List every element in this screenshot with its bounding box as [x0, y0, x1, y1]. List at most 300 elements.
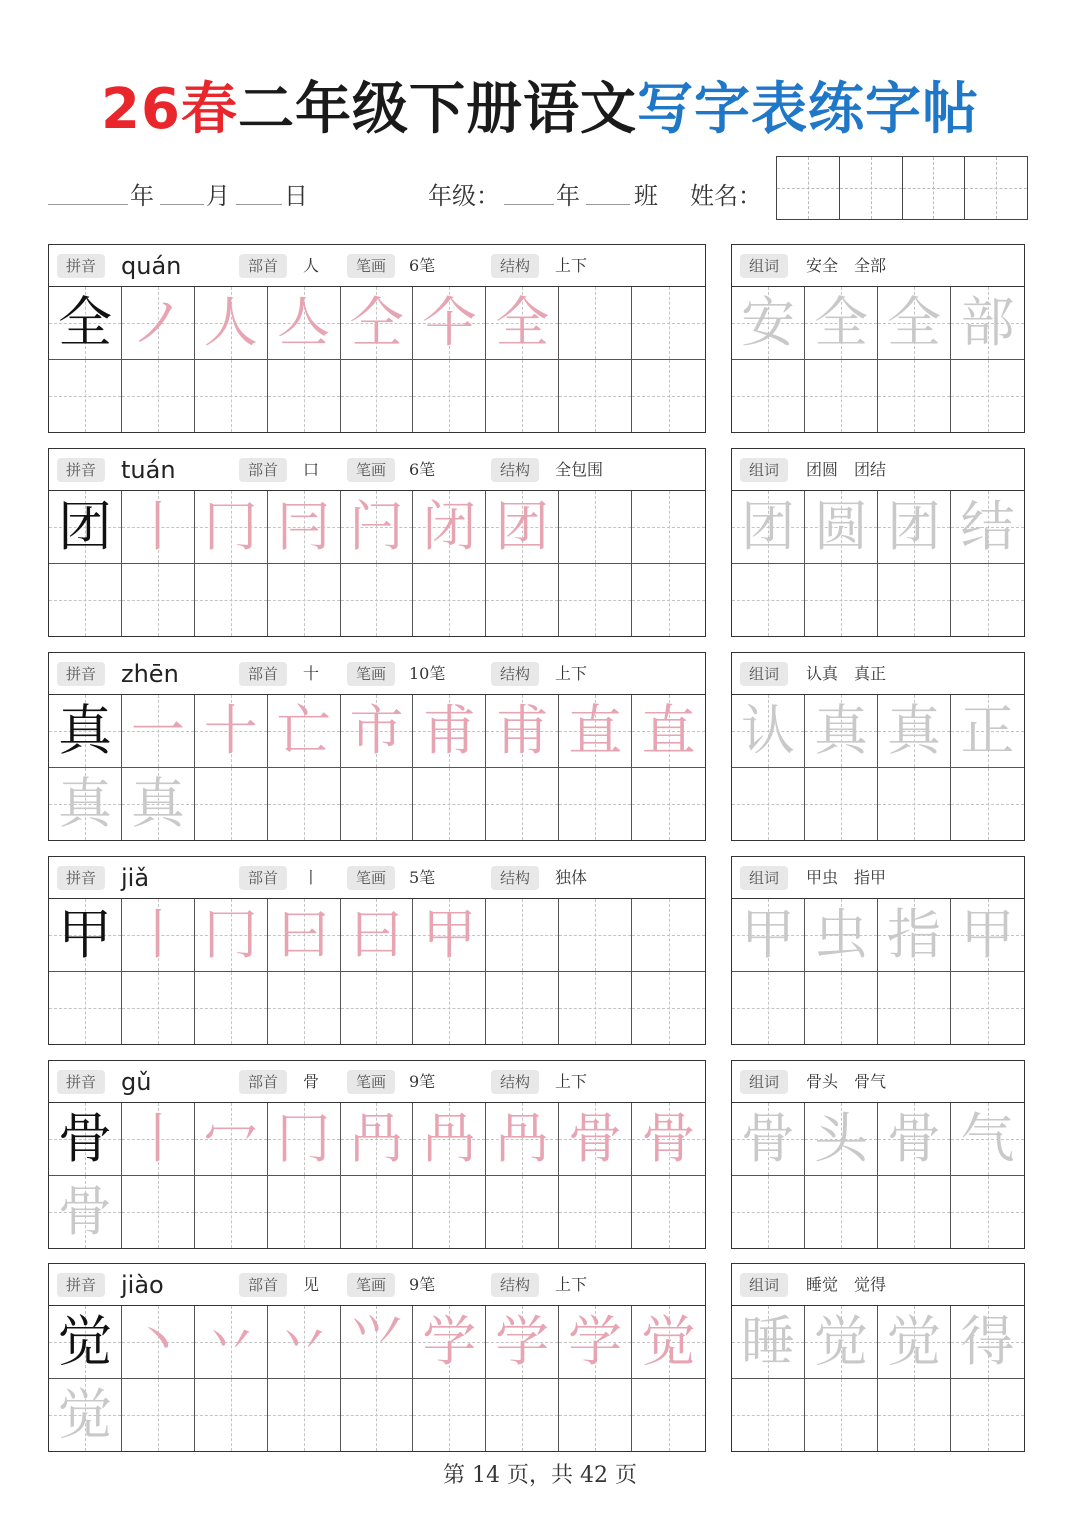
word-cell[interactable]	[732, 1176, 805, 1249]
writing-cell[interactable]	[341, 972, 414, 1045]
word-grid	[732, 1103, 1024, 1248]
strokes-value: 6笔	[409, 460, 436, 479]
writing-cell[interactable]	[632, 360, 705, 433]
words-info-bar	[732, 245, 1024, 287]
word-cell[interactable]	[732, 1103, 805, 1176]
writing-cell[interactable]	[195, 1379, 268, 1452]
word-cell[interactable]	[805, 564, 878, 637]
word-cell[interactable]	[878, 360, 951, 433]
strokes-value: 9笔	[409, 1072, 436, 1091]
radical-tag: 部首	[239, 1273, 287, 1297]
writing-cell[interactable]	[122, 360, 195, 433]
writing-cell[interactable]	[486, 360, 559, 433]
word-cell[interactable]	[878, 1379, 951, 1452]
writing-cell[interactable]	[49, 695, 122, 768]
strokes-tag: 笔画	[347, 458, 395, 482]
word-cell[interactable]	[732, 768, 805, 841]
writing-cell[interactable]	[413, 564, 486, 637]
writing-cell[interactable]	[122, 1379, 195, 1452]
stroke-order-step: 骨	[641, 1106, 696, 1170]
writing-cell[interactable]	[413, 899, 486, 972]
writing-cell[interactable]	[195, 899, 268, 972]
radical-tag: 部首	[239, 866, 287, 890]
name-cell[interactable]	[965, 157, 1027, 219]
strokes-tag: 笔画	[347, 254, 395, 278]
word-cell[interactable]	[805, 287, 878, 360]
word-cell[interactable]	[951, 1379, 1024, 1452]
stroke-order-step: 丷	[276, 1309, 331, 1373]
word-box	[731, 1263, 1025, 1452]
model-character: 骨	[57, 1106, 112, 1170]
structure-tag: 结构	[491, 1273, 539, 1297]
pinyin-value: zhēn	[121, 660, 179, 688]
strokes-tag: 笔画	[347, 1273, 395, 1297]
stroke-order-step: 丨	[130, 1106, 185, 1170]
pinyin-value: gǔ	[121, 1068, 152, 1096]
writing-cell[interactable]	[632, 287, 705, 360]
words-tag: 组词	[740, 1070, 788, 1094]
words-tag: 组词	[740, 866, 788, 890]
word-trace-character: 全	[887, 290, 941, 354]
pinyin-tag: 拼音	[57, 458, 105, 482]
writing-cell[interactable]	[195, 360, 268, 433]
model-character: 觉	[57, 1309, 112, 1373]
word-trace-character: 部	[960, 290, 1015, 354]
writing-cell[interactable]	[268, 1306, 341, 1379]
writing-cell[interactable]	[268, 695, 341, 768]
stroke-order-step: 甲	[422, 902, 477, 966]
word-cell[interactable]	[805, 899, 878, 972]
trace-character: 骨	[57, 1179, 112, 1243]
model-character: 全	[57, 290, 112, 354]
class-blank[interactable]	[586, 204, 630, 205]
writing-cell[interactable]	[122, 1306, 195, 1379]
stroke-order-step: 冂	[203, 902, 258, 966]
stroke-order-step: 学	[422, 1309, 477, 1373]
stroke-order-step: 闩	[349, 494, 404, 558]
word-cell[interactable]	[878, 1103, 951, 1176]
char-info-bar	[49, 1264, 705, 1306]
structure-value: 全包围	[555, 460, 604, 479]
writing-cell[interactable]	[341, 1306, 414, 1379]
radical-value: 骨	[303, 1072, 320, 1091]
structure-value: 独体	[555, 868, 588, 887]
stroke-order-step: 亡	[276, 698, 331, 762]
name-cell[interactable]	[903, 157, 966, 219]
writing-cell[interactable]	[268, 972, 341, 1045]
writing-cell[interactable]	[49, 564, 122, 637]
word-cell[interactable]	[951, 360, 1024, 433]
writing-cell[interactable]	[341, 899, 414, 972]
writing-cell[interactable]	[49, 360, 122, 433]
word-trace-character: 骨	[887, 1106, 941, 1170]
name-cell[interactable]	[777, 157, 840, 219]
writing-cell[interactable]	[122, 1176, 195, 1249]
writing-cell[interactable]	[341, 695, 414, 768]
pinyin-value: jiǎ	[121, 864, 150, 892]
practice-grid	[49, 1103, 705, 1248]
writing-cell[interactable]	[341, 287, 414, 360]
stroke-order-step: 丨	[130, 494, 185, 558]
pinyin-value: jiào	[121, 1271, 164, 1299]
word-trace-character: 觉	[814, 1309, 868, 1373]
writing-cell[interactable]	[49, 287, 122, 360]
structure-tag: 结构	[491, 1070, 539, 1094]
writing-cell[interactable]	[195, 1306, 268, 1379]
writing-cell[interactable]	[49, 1176, 122, 1249]
words-info-bar	[732, 857, 1024, 899]
writing-cell[interactable]	[122, 695, 195, 768]
writing-cell[interactable]	[413, 1103, 486, 1176]
stroke-order-step: 仐	[422, 290, 477, 354]
word-cell[interactable]	[878, 1176, 951, 1249]
writing-cell[interactable]	[559, 360, 632, 433]
word-cell[interactable]	[732, 564, 805, 637]
word-cell[interactable]	[805, 1176, 878, 1249]
char-info-bar	[49, 1061, 705, 1103]
word-cell[interactable]	[732, 1379, 805, 1452]
word-cell[interactable]	[878, 972, 951, 1045]
writing-cell[interactable]	[632, 899, 705, 972]
word-cell[interactable]	[805, 1379, 878, 1452]
writing-cell[interactable]	[122, 899, 195, 972]
writing-cell[interactable]	[486, 491, 559, 564]
word-trace-character: 气	[960, 1106, 1015, 1170]
writing-cell[interactable]	[559, 1176, 632, 1249]
page-number: 第 14 页，共 42 页	[443, 1463, 637, 1488]
month-label: 月	[206, 182, 230, 210]
writing-cell[interactable]	[486, 1306, 559, 1379]
stroke-order-step: 甫	[422, 698, 477, 762]
word-trace-character: 甲	[741, 902, 795, 966]
day-blank[interactable]	[236, 204, 282, 205]
word-cell[interactable]	[805, 972, 878, 1045]
word-box	[731, 448, 1025, 637]
pinyin-tag: 拼音	[57, 662, 105, 686]
word-cell[interactable]	[951, 1306, 1024, 1379]
word-cell[interactable]	[878, 287, 951, 360]
words-value: 认真 真正	[806, 664, 887, 683]
word-cell[interactable]	[878, 899, 951, 972]
words-tag: 组词	[740, 662, 788, 686]
word-trace-character: 真	[814, 698, 868, 762]
word-grid	[732, 1306, 1024, 1451]
writing-cell[interactable]	[559, 1306, 632, 1379]
model-character: 团	[57, 494, 112, 558]
writing-cell[interactable]	[559, 564, 632, 637]
pinyin-tag: 拼音	[57, 1070, 105, 1094]
word-box	[731, 652, 1025, 841]
writing-cell[interactable]	[413, 287, 486, 360]
word-trace-character: 团	[741, 494, 795, 558]
words-value: 安全 全部	[806, 256, 887, 275]
word-trace-character: 觉	[887, 1309, 941, 1373]
writing-cell[interactable]	[632, 1103, 705, 1176]
char-info-bar	[49, 245, 705, 287]
writing-cell[interactable]	[268, 564, 341, 637]
word-cell[interactable]	[878, 768, 951, 841]
writing-cell[interactable]	[632, 1176, 705, 1249]
writing-cell[interactable]	[268, 899, 341, 972]
writing-cell[interactable]	[195, 768, 268, 841]
word-box	[731, 856, 1025, 1045]
name-cell[interactable]	[840, 157, 903, 219]
word-cell[interactable]	[732, 287, 805, 360]
writing-cell[interactable]	[122, 1103, 195, 1176]
word-trace-character: 头	[814, 1106, 868, 1170]
word-cell[interactable]	[951, 1103, 1024, 1176]
writing-cell[interactable]	[413, 491, 486, 564]
structure-value: 上下	[555, 256, 588, 275]
stroke-order-step: 冎	[422, 1106, 477, 1170]
words-value: 睡觉 觉得	[806, 1275, 887, 1294]
class-label: 班	[634, 182, 658, 210]
word-cell[interactable]	[732, 695, 805, 768]
practice-box	[48, 856, 706, 1045]
month-blank[interactable]	[160, 204, 204, 205]
radical-value: 见	[303, 1275, 320, 1294]
structure-value: 上下	[555, 664, 588, 683]
writing-cell[interactable]	[559, 768, 632, 841]
name-box[interactable]	[776, 156, 1028, 220]
writing-cell[interactable]	[195, 695, 268, 768]
date-line	[48, 172, 768, 212]
writing-cell[interactable]	[486, 564, 559, 637]
writing-cell[interactable]	[49, 1103, 122, 1176]
writing-cell[interactable]	[632, 768, 705, 841]
trace-character: 真	[57, 771, 112, 835]
word-trace-character: 团	[887, 494, 941, 558]
pinyin-tag: 拼音	[57, 1273, 105, 1297]
radical-value: 口	[303, 460, 320, 479]
strokes-value: 9笔	[409, 1275, 436, 1294]
word-cell[interactable]	[805, 360, 878, 433]
word-cell[interactable]	[951, 695, 1024, 768]
practice-grid	[49, 491, 705, 636]
word-trace-character: 真	[887, 698, 941, 762]
stroke-order-step: 亼	[276, 290, 331, 354]
strokes-tag: 笔画	[347, 662, 395, 686]
words-value: 骨头 骨气	[806, 1072, 887, 1091]
practice-box	[48, 1060, 706, 1249]
word-cell[interactable]	[878, 564, 951, 637]
grade-year-label: 年	[556, 182, 580, 210]
writing-cell[interactable]	[559, 695, 632, 768]
writing-cell[interactable]	[413, 1306, 486, 1379]
writing-cell[interactable]	[413, 972, 486, 1045]
page-title	[0, 72, 1080, 148]
word-cell[interactable]	[951, 899, 1024, 972]
writing-cell[interactable]	[486, 695, 559, 768]
writing-cell[interactable]	[341, 1176, 414, 1249]
word-cell[interactable]	[951, 564, 1024, 637]
year-blank[interactable]	[48, 204, 128, 205]
writing-cell[interactable]	[559, 287, 632, 360]
radical-tag: 部首	[239, 662, 287, 686]
writing-cell[interactable]	[268, 360, 341, 433]
model-character: 真	[57, 698, 112, 762]
writing-cell[interactable]	[413, 768, 486, 841]
writing-cell[interactable]	[341, 360, 414, 433]
writing-cell[interactable]	[49, 768, 122, 841]
words-tag: 组词	[740, 254, 788, 278]
writing-cell[interactable]	[268, 1176, 341, 1249]
writing-cell[interactable]	[195, 491, 268, 564]
writing-cell[interactable]	[413, 360, 486, 433]
stroke-order-step: 闭	[422, 494, 477, 558]
writing-cell[interactable]	[632, 972, 705, 1045]
writing-cell[interactable]	[268, 1103, 341, 1176]
radical-value: 十	[303, 664, 320, 683]
writing-cell[interactable]	[268, 287, 341, 360]
word-cell[interactable]	[732, 360, 805, 433]
writing-cell[interactable]	[122, 972, 195, 1045]
name-label: 姓名：	[690, 182, 762, 210]
word-cell[interactable]	[878, 491, 951, 564]
writing-cell[interactable]	[486, 899, 559, 972]
grade-blank[interactable]	[504, 204, 554, 205]
writing-cell[interactable]	[632, 1379, 705, 1452]
writing-cell[interactable]	[486, 1176, 559, 1249]
word-cell[interactable]	[805, 491, 878, 564]
day-label: 日	[284, 182, 308, 210]
writing-cell[interactable]	[559, 491, 632, 564]
writing-cell[interactable]	[341, 491, 414, 564]
char-info-bar	[49, 449, 705, 491]
writing-cell[interactable]	[268, 768, 341, 841]
year-label: 年	[130, 182, 154, 210]
word-cell[interactable]	[951, 491, 1024, 564]
writing-cell[interactable]	[632, 695, 705, 768]
writing-cell[interactable]	[559, 1379, 632, 1452]
stroke-order-step: 甫	[495, 698, 550, 762]
writing-cell[interactable]	[49, 1379, 122, 1452]
stroke-order-step: ⺍	[349, 1309, 404, 1373]
stroke-order-step: 丶	[130, 1309, 185, 1373]
stroke-order-step: 冖	[203, 1106, 258, 1170]
word-cell[interactable]	[732, 899, 805, 972]
writing-cell[interactable]	[632, 491, 705, 564]
structure-tag: 结构	[491, 458, 539, 482]
word-trace-character: 睡	[741, 1309, 795, 1373]
writing-cell[interactable]	[195, 564, 268, 637]
word-grid	[732, 695, 1024, 840]
writing-cell[interactable]	[559, 972, 632, 1045]
writing-cell[interactable]	[413, 1379, 486, 1452]
word-trace-character: 正	[960, 698, 1015, 762]
writing-cell[interactable]	[122, 768, 195, 841]
word-cell[interactable]	[805, 1306, 878, 1379]
stroke-order-step: 直	[568, 698, 623, 762]
writing-cell[interactable]	[195, 287, 268, 360]
word-cell[interactable]	[805, 768, 878, 841]
stroke-order-step: 骨	[568, 1106, 623, 1170]
title-year: 26春	[101, 77, 238, 142]
writing-cell[interactable]	[122, 564, 195, 637]
writing-cell[interactable]	[195, 1103, 268, 1176]
writing-cell[interactable]	[486, 1379, 559, 1452]
writing-cell[interactable]	[195, 972, 268, 1045]
writing-cell[interactable]	[486, 972, 559, 1045]
writing-cell[interactable]	[341, 564, 414, 637]
writing-cell[interactable]	[413, 695, 486, 768]
word-cell[interactable]	[878, 1306, 951, 1379]
word-cell[interactable]	[732, 1306, 805, 1379]
radical-value: 丨	[303, 868, 320, 887]
writing-cell[interactable]	[559, 899, 632, 972]
writing-cell[interactable]	[341, 768, 414, 841]
stroke-order-step: 冎	[495, 1106, 550, 1170]
word-trace-character: 认	[741, 698, 795, 762]
writing-cell[interactable]	[195, 1176, 268, 1249]
word-cell[interactable]	[805, 695, 878, 768]
writing-cell[interactable]	[413, 1176, 486, 1249]
writing-cell[interactable]	[49, 491, 122, 564]
practice-box	[48, 244, 706, 433]
word-cell[interactable]	[951, 768, 1024, 841]
practice-grid	[49, 695, 705, 840]
title-grade: 二年级下册语文	[237, 77, 637, 142]
writing-cell[interactable]	[268, 491, 341, 564]
writing-cell[interactable]	[559, 1103, 632, 1176]
words-value: 团圆 团结	[806, 460, 887, 479]
strokes-tag: 笔画	[347, 866, 395, 890]
writing-cell[interactable]	[49, 972, 122, 1045]
structure-tag: 结构	[491, 662, 539, 686]
writing-cell[interactable]	[49, 1306, 122, 1379]
title-copybook: 写字表练字帖	[636, 77, 979, 142]
writing-cell[interactable]	[341, 1103, 414, 1176]
grade-label: 年级：	[428, 182, 500, 210]
stroke-order-step: 人	[203, 290, 258, 354]
word-trace-character: 得	[960, 1309, 1015, 1373]
word-cell[interactable]	[732, 972, 805, 1045]
stroke-order-step: 仝	[349, 290, 404, 354]
word-cell[interactable]	[951, 972, 1024, 1045]
word-trace-character: 安	[741, 290, 795, 354]
writing-cell[interactable]	[122, 491, 195, 564]
word-cell[interactable]	[951, 1176, 1024, 1249]
writing-cell[interactable]	[122, 287, 195, 360]
radical-value: 人	[303, 256, 320, 275]
pinyin-value: quán	[121, 252, 182, 280]
word-cell[interactable]	[878, 695, 951, 768]
structure-tag: 结构	[491, 254, 539, 278]
practice-grid	[49, 899, 705, 1044]
pinyin-tag: 拼音	[57, 866, 105, 890]
words-info-bar	[732, 653, 1024, 695]
writing-cell[interactable]	[632, 564, 705, 637]
writing-cell[interactable]	[486, 287, 559, 360]
writing-cell[interactable]	[268, 1379, 341, 1452]
word-cell[interactable]	[732, 491, 805, 564]
writing-cell[interactable]	[486, 768, 559, 841]
writing-cell[interactable]	[49, 899, 122, 972]
writing-cell[interactable]	[632, 1306, 705, 1379]
stroke-order-step: 丨	[130, 902, 185, 966]
stroke-order-step: 一	[130, 698, 185, 762]
writing-cell[interactable]	[486, 1103, 559, 1176]
stroke-order-step: 市	[349, 698, 404, 762]
words-info-bar	[732, 449, 1024, 491]
word-box	[731, 244, 1025, 433]
word-cell[interactable]	[951, 287, 1024, 360]
stroke-order-step: 学	[568, 1309, 623, 1373]
word-cell[interactable]	[805, 1103, 878, 1176]
writing-cell[interactable]	[341, 1379, 414, 1452]
radical-tag: 部首	[239, 1070, 287, 1094]
stroke-order-step: 全	[495, 290, 550, 354]
